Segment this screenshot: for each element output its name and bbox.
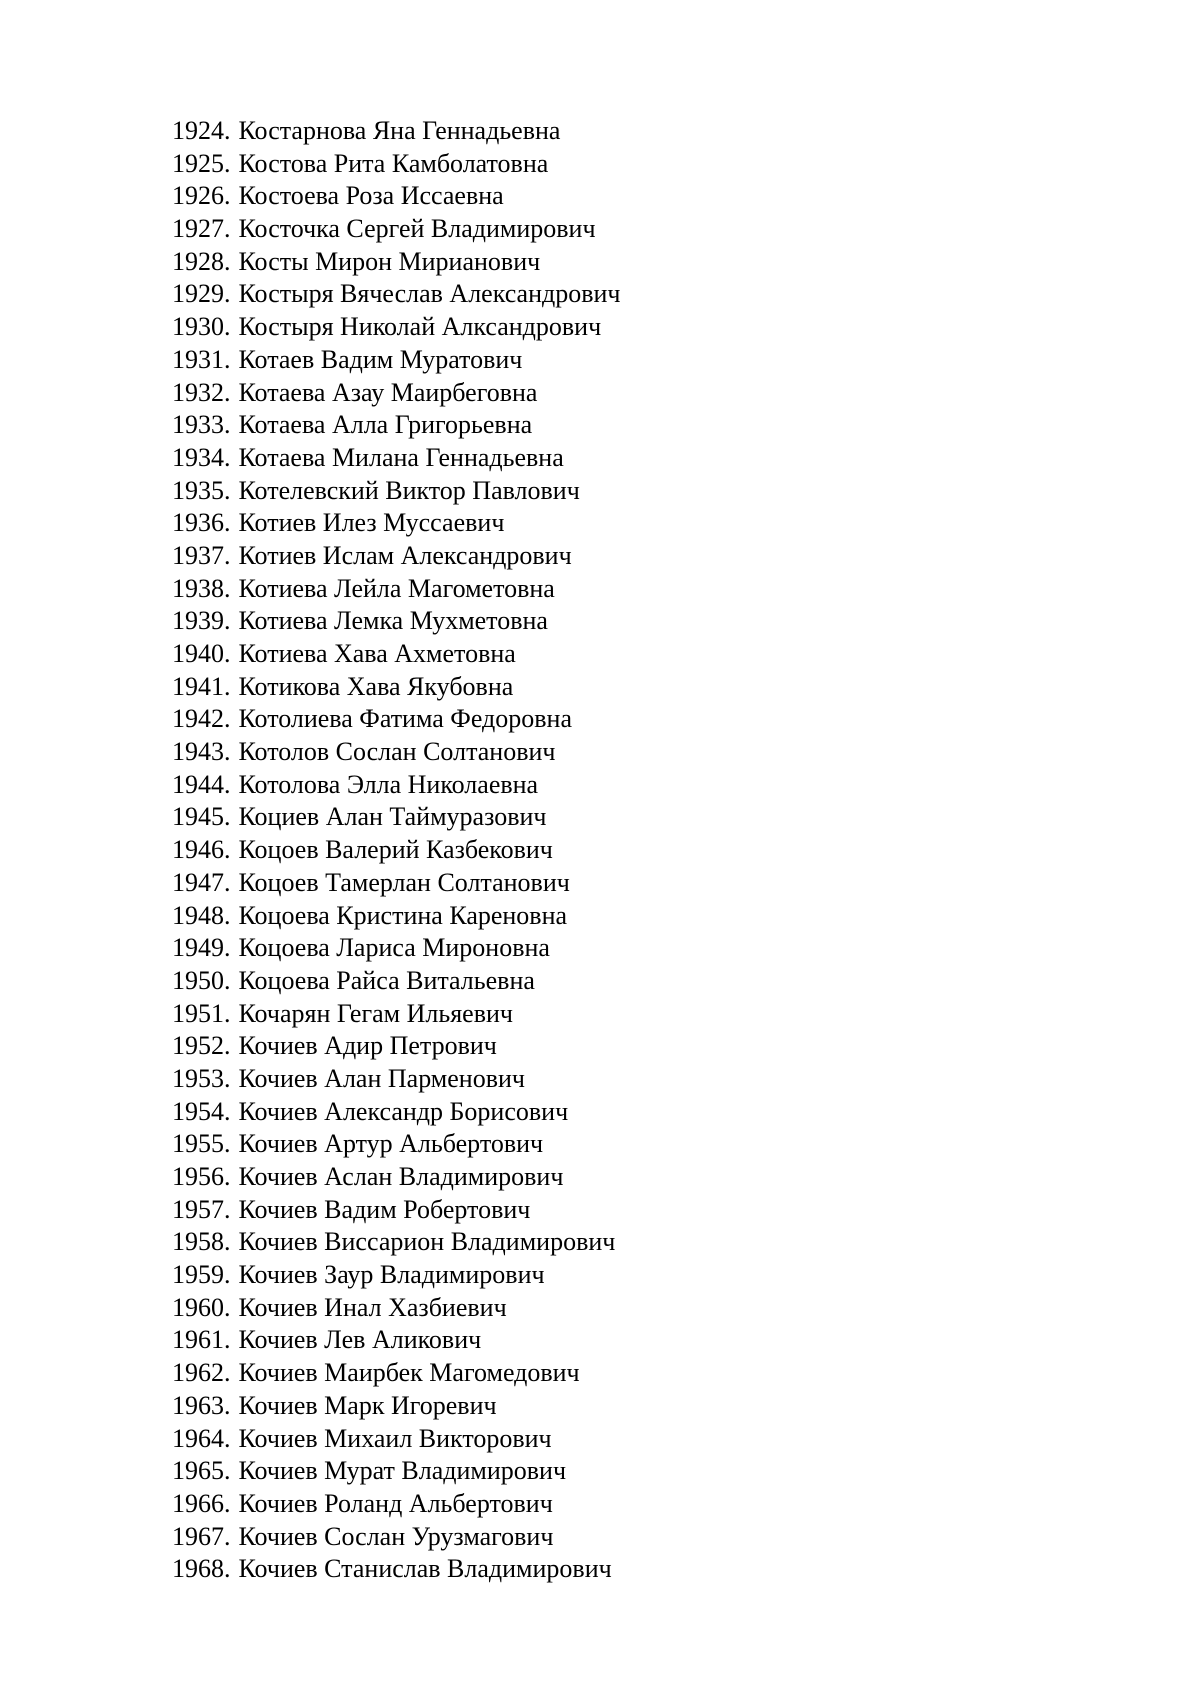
list-item: [172, 1357, 621, 1390]
entry-number: 1966.: [172, 1488, 231, 1518]
entry-name: Костарнова Яна Геннадьевна: [238, 116, 561, 145]
entry-name: Котолова Элла Николаевна: [238, 769, 539, 799]
entry-number: 1941.: [172, 671, 231, 701]
list-item: [172, 1390, 621, 1423]
entry-number: 1957.: [172, 1194, 231, 1224]
list-item: [172, 442, 621, 475]
entry-name: Коцоева Кристина Кареновна: [238, 900, 568, 930]
entry-name: Котиева Лемка Мухметовна: [238, 606, 548, 636]
entry-name: Кочиев Адир Петрович: [238, 1031, 497, 1061]
entry-number: 1940.: [172, 639, 231, 668]
entry-name: Косты Мирон Мирианович: [238, 246, 541, 276]
entry-name: Котелевский Виктор Павлович: [238, 475, 580, 505]
entry-number: 1932.: [172, 377, 231, 407]
entry-name: Коцоев Валерий Казбекович: [238, 835, 553, 865]
entry-number: 1943.: [172, 737, 231, 767]
entry-name: Котаев Вадим Муратович: [238, 344, 523, 374]
entry-name: Кочиев Вадим Робертович: [238, 1194, 531, 1224]
entry-number: 1950.: [172, 965, 231, 995]
entry-number: 1962.: [172, 1358, 231, 1388]
entry-name: Костыря Вячеслав Александрович: [238, 279, 621, 309]
list-item: [172, 1096, 621, 1129]
entry-name: Котолов Сослан Солтанович: [238, 737, 556, 767]
list-item: [172, 769, 621, 802]
entry-name: Кочиев Маирбек Магомедович: [238, 1358, 580, 1388]
entry-name: Котиев Ислам Александрович: [238, 540, 572, 570]
list-item: [172, 180, 621, 213]
list-item: [172, 1488, 621, 1521]
entry-number: 1935.: [172, 475, 231, 505]
entry-number: 1955.: [172, 1129, 231, 1159]
entry-name: Коцоева Лариса Мироновна: [238, 933, 550, 963]
list-item: [172, 1292, 621, 1325]
list-item: [172, 932, 621, 965]
entry-number: 1945.: [172, 802, 231, 832]
list-item: [172, 703, 621, 736]
entry-name: Кочиев Артур Альбертович: [238, 1129, 544, 1159]
entry-name: Котикова Хава Якубовна: [238, 671, 514, 701]
entry-name: Кочиев Инал Хазбиевич: [238, 1292, 507, 1322]
entry-name: Кочиев Марк Игоревич: [238, 1390, 497, 1420]
list-item: [172, 801, 621, 834]
entry-number: 1937.: [172, 540, 231, 570]
list-item: [172, 965, 621, 998]
list-item: [172, 1423, 621, 1456]
entry-name: Кочиев Сослан Урузмагович: [238, 1521, 554, 1551]
entry-name: Котиева Лейла Магометовна: [238, 573, 555, 603]
entry-number: 1960.: [172, 1292, 231, 1322]
entry-number: 1936.: [172, 508, 231, 538]
list-item: [172, 1521, 621, 1554]
entry-number: 1968.: [172, 1554, 231, 1584]
entry-name: Кочиев Александр Борисович: [238, 1096, 569, 1126]
entry-name: Кочиев Станислав Владимирович: [238, 1554, 612, 1584]
entry-name: Котаева Милана Геннадьевна: [238, 442, 564, 472]
entry-number: 1933.: [172, 410, 231, 440]
list-item: [172, 1259, 621, 1292]
entry-number: 1926.: [172, 181, 231, 211]
list-item: [172, 998, 621, 1031]
list-item: [172, 1553, 621, 1586]
list-item: [172, 1194, 621, 1227]
list-item: [172, 311, 621, 344]
entry-name: Котаева Азау Маирбеговна: [238, 377, 538, 407]
list-item: [172, 148, 621, 181]
entry-number: 1939.: [172, 606, 231, 636]
list-item: [172, 409, 621, 442]
list-item: [172, 867, 621, 900]
entry-number: 1931.: [172, 344, 231, 374]
entry-number: 1949.: [172, 933, 231, 963]
list-item: [172, 246, 621, 279]
list-item: [172, 213, 621, 246]
list-item: [172, 115, 621, 148]
entry-number: 1965.: [172, 1456, 231, 1486]
entry-number: 1951.: [172, 998, 231, 1028]
list-item: [172, 1161, 621, 1194]
entry-name: Костова Рита Камболатовна: [238, 148, 549, 178]
entry-number: 1924.: [172, 116, 231, 145]
entry-number: 1947.: [172, 867, 231, 897]
entry-name: Коцоев Тамерлан Солтанович: [238, 867, 570, 897]
list-item: [172, 278, 621, 311]
entry-number: 1961.: [172, 1325, 231, 1355]
list-item: [172, 507, 621, 540]
entry-number: 1944.: [172, 769, 231, 799]
entry-name: Кочиев Лев Аликович: [238, 1325, 482, 1355]
entry-number: 1956.: [172, 1162, 231, 1191]
list-item: [172, 1030, 621, 1063]
list-item: [172, 1324, 621, 1357]
list-item: [172, 605, 621, 638]
name-list: [172, 115, 621, 1586]
list-item: [172, 834, 621, 867]
entry-number: 1959.: [172, 1260, 231, 1290]
list-item: [172, 540, 621, 573]
list-item: [172, 377, 621, 410]
entry-name: Костыря Николай Алксандрович: [238, 312, 602, 342]
list-item: [172, 671, 621, 704]
entry-name: Котиева Хава Ахметовна: [238, 639, 516, 668]
entry-number: 1925.: [172, 148, 231, 178]
entry-name: Кочиев Аслан Владимирович: [238, 1162, 564, 1191]
entry-name: Кочиев Мурат Владимирович: [238, 1456, 567, 1486]
entry-number: 1948.: [172, 900, 231, 930]
entry-number: 1942.: [172, 704, 231, 734]
entry-number: 1929.: [172, 279, 231, 309]
entry-name: Кочиев Виссарион Владимирович: [238, 1227, 616, 1257]
entry-name: Костоева Роза Иссаевна: [238, 181, 504, 211]
entry-name: Кочиев Алан Парменович: [238, 1063, 525, 1093]
entry-name: Котаева Алла Григорьевна: [238, 410, 533, 440]
list-item: [172, 1455, 621, 1488]
entry-number: 1928.: [172, 246, 231, 276]
list-item: [172, 573, 621, 606]
entry-name: Коциев Алан Таймуразович: [238, 802, 547, 832]
entry-number: 1963.: [172, 1390, 231, 1420]
list-item: [172, 475, 621, 508]
entry-name: Кочиев Заур Владимирович: [238, 1260, 545, 1290]
list-item: [172, 344, 621, 377]
entry-number: 1958.: [172, 1227, 231, 1257]
entry-number: 1952.: [172, 1031, 231, 1061]
list-item: [172, 1226, 621, 1259]
entry-name: Коцоева Райса Витальевна: [238, 965, 535, 995]
entry-number: 1954.: [172, 1096, 231, 1126]
entry-number: 1967.: [172, 1521, 231, 1551]
entry-name: Кочиев Михаил Викторович: [238, 1423, 552, 1453]
entry-name: Котиев Илез Муссаевич: [238, 508, 505, 538]
list-item: [172, 900, 621, 933]
list-item: [172, 1128, 621, 1161]
entry-number: 1946.: [172, 835, 231, 865]
entry-number: 1953.: [172, 1063, 231, 1093]
list-item: [172, 736, 621, 769]
entry-name: Кочарян Гегам Ильяевич: [238, 998, 513, 1028]
entry-name: Котолиева Фатима Федоровна: [238, 704, 572, 734]
list-item: [172, 1063, 621, 1096]
entry-number: 1964.: [172, 1423, 231, 1453]
list-item: [172, 638, 621, 671]
entry-number: 1934.: [172, 442, 231, 472]
entry-number: 1930.: [172, 312, 231, 342]
entry-number: 1938.: [172, 573, 231, 603]
entry-name: Косточка Сергей Владимирович: [238, 214, 596, 244]
entry-number: 1927.: [172, 214, 231, 244]
entry-name: Кочиев Роланд Альбертович: [238, 1488, 553, 1518]
